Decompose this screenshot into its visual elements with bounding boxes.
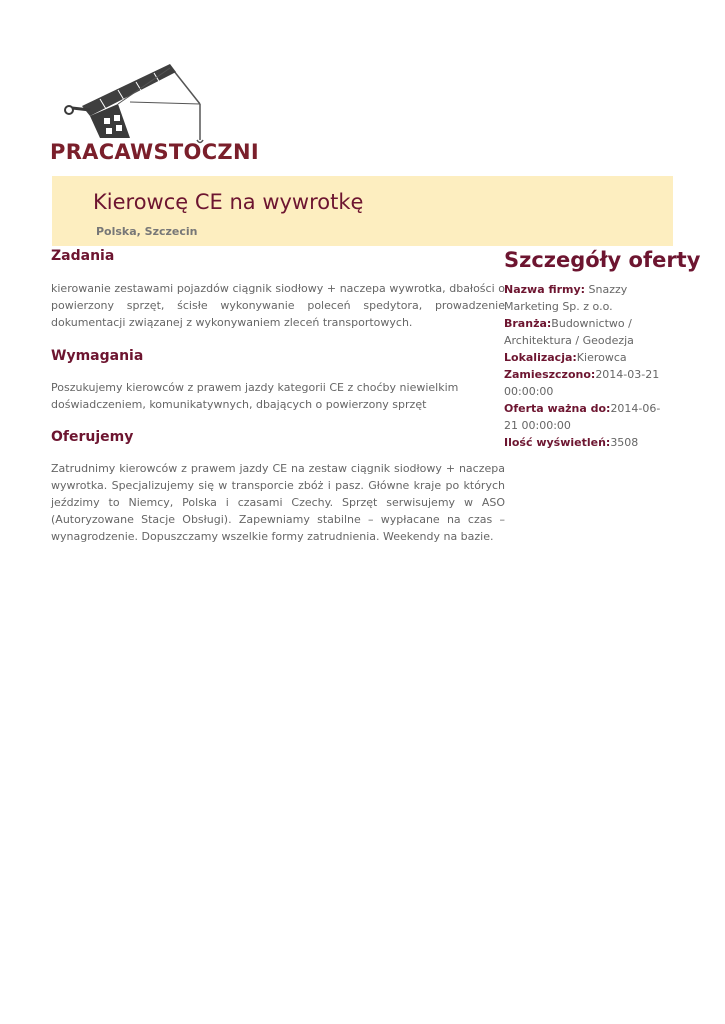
detail-industry bbox=[504, 315, 674, 349]
crane-icon bbox=[60, 58, 220, 144]
detail-location-label: Lokalizacja: bbox=[504, 351, 577, 364]
logo-text-part1: PRACA bbox=[50, 140, 131, 164]
detail-industry-label: Branża: bbox=[504, 317, 552, 330]
job-title: Kierowcę CE na wywrotkę bbox=[93, 190, 364, 214]
job-title-bar bbox=[52, 176, 673, 246]
logo-text-part2: WSTOCZNI bbox=[130, 140, 259, 164]
site-logo[interactable] bbox=[50, 58, 259, 166]
section-heading-tasks: Zadania bbox=[51, 248, 115, 264]
section-heading-requirements: Wymagania bbox=[51, 348, 144, 364]
job-description bbox=[51, 248, 505, 545]
detail-company-value: Snazzy Marketing Sp. z o.o. bbox=[504, 283, 628, 313]
detail-valid bbox=[504, 400, 674, 434]
detail-company bbox=[504, 281, 674, 315]
job-location: Polska, Szczecin bbox=[96, 225, 198, 238]
detail-location-value: Kierowca bbox=[576, 351, 627, 364]
detail-posted-label: Zamieszczono: bbox=[504, 368, 596, 381]
detail-views-value: 3508 bbox=[610, 436, 639, 449]
detail-posted bbox=[504, 366, 674, 400]
details-title: Szczegóły oferty bbox=[504, 248, 701, 272]
detail-posted-value: 2014-03-21 00:00:00 bbox=[504, 368, 660, 398]
detail-location bbox=[504, 349, 674, 366]
section-text-requirements: Poszukujemy kierowców z prawem jazdy kategorii CE z choćby niewielkim doświadczeniem, komunikatywnych, dbających o powierzony sprzęt bbox=[51, 381, 459, 411]
section-heading-offer: Oferujemy bbox=[51, 429, 134, 445]
detail-valid-value: 2014-06-21 00:00:00 bbox=[504, 402, 661, 432]
section-text-tasks: kierowanie zestawami pojazdów ciągnik siodłowy + naczepa wywrotka, dbałości o powierzony sprzęt, ścisłe wykonywanie poleceń spedytora, prowadzenie dokumentacji związanej z wykonywaniem zleceń transportowych. bbox=[51, 282, 505, 329]
detail-valid-label: Oferta ważna do: bbox=[504, 402, 611, 415]
detail-company-label: Nazwa firmy: bbox=[504, 283, 586, 296]
detail-views-label: Ilość wyświetleń: bbox=[504, 436, 611, 449]
detail-views bbox=[504, 434, 674, 451]
section-text-offer: Zatrudnimy kierowców z prawem jazdy CE na zestaw ciągnik siodłowy + naczepa wywrotka. Specjalizujemy się w transporcie zbóż i pasz. Główne kraje po których jeździmy to Niemcy, Polska i czasami Czechy. Sprzęt serwisujemy w ASO (Autoryzowane Stacje Obsługi). Zapewniamy stabilne – wypłacane na czas – wynagrodzenie. Dopuszczamy wszelkie formy zatrudnienia. Weekendy na bazie. bbox=[51, 462, 505, 543]
detail-industry-value: Budownictwo / Architektura / Geodezja bbox=[504, 317, 634, 347]
offer-details bbox=[504, 248, 701, 451]
logo-text bbox=[50, 140, 259, 164]
